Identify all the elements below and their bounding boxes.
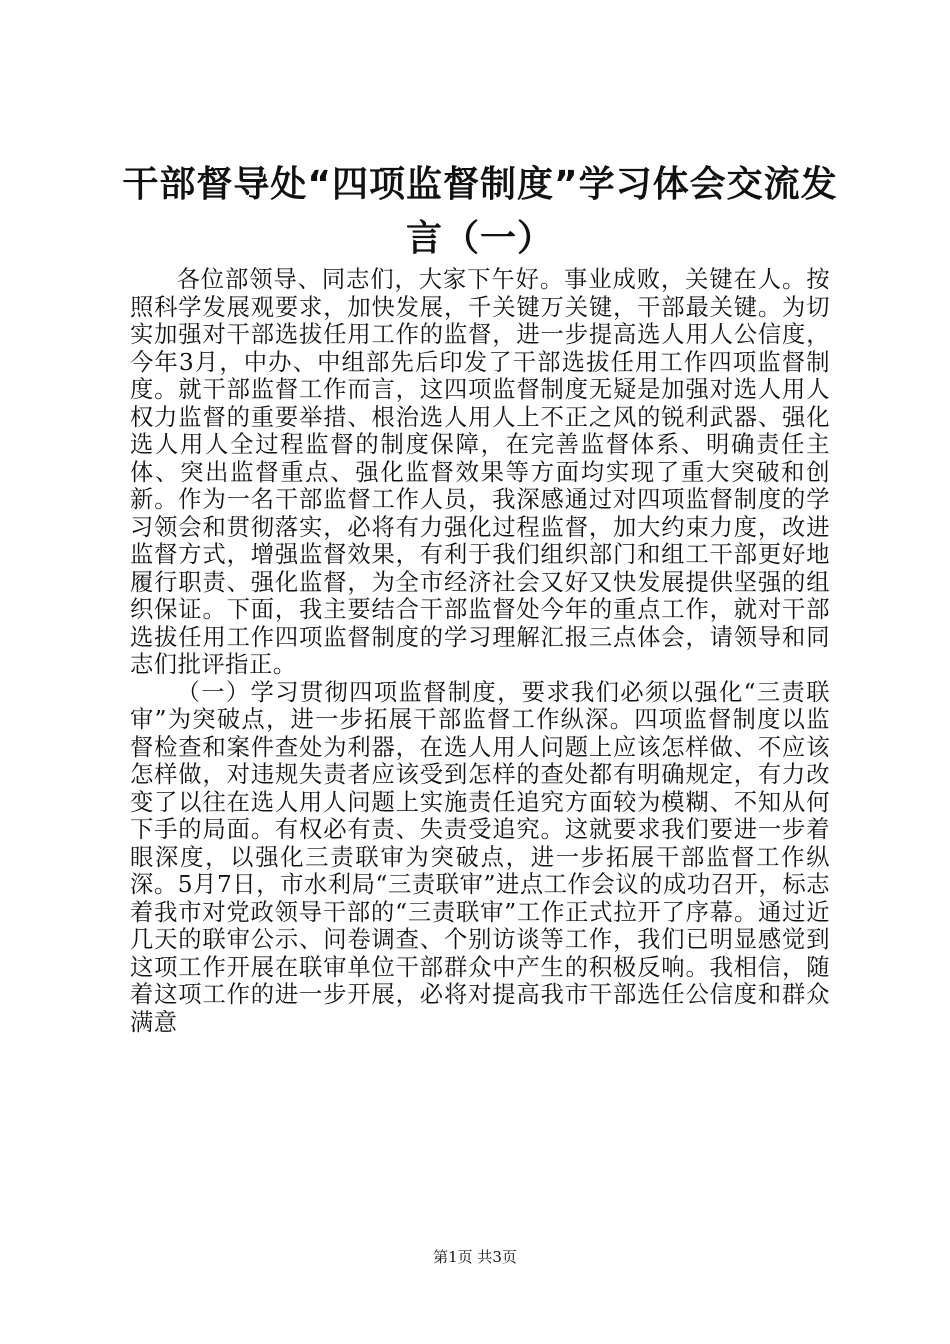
paragraph-point-one: （一）学习贯彻四项监督制度，要求我们必须以强化“三责联审”为突破点，进一步拓展干部监督工作纵深。四项监督制度以监督检查和案件查处为利器，在选人用人问题上应该怎样做、不应该怎样做，对违规失责者应该受到怎样的查处都有明确规定，有力改变了以往在选人用人问题上实施责任追究方面较为模糊、不知从何下手的局面。有权必有责、失责受追究。这就要求我们要进一步着眼深度，以强化三责联审为突破点，进一步拓展干部监督工作纵深。5月7日，市水利局“三责联审”进点工作会议的成功召开，标志着我市对党政领导干部的“三责联审”工作正式拉开了序幕。通过近几天的联审公示、问卷调查、个别访谈等工作，我们已明显感觉到这项工作开展在联审单位干部群众中产生的积极反响。我相信，随着这项工作的进一步开展，必将对提高我市干部选任公信度和群众满意 [130,678,830,1036]
document-body [130,266,830,1036]
page-footer: 第1页 共3页 [433,1248,517,1266]
document-title: 干部督导处“四项监督制度”学习体会交流发言（一） [122,164,838,259]
paragraph-intro: 各位部领导、同志们，大家下午好。事业成败，关键在人。按照科学发展观要求，加快发展，千关键万关键，干部最关键。为切实加强对干部选拔任用工作的监督，进一步提高选人用人公信度，今年3月，中办、中组部先后印发了干部选拔任用工作四项监督制度。就干部监督工作而言，这四项监督制度无疑是加强对选人用人权力监督的重要举措、根治选人用人上不正之风的锐利武器、强化选人用人全过程监督的制度保障，在完善监督体系、明确责任主体、突出监督重点、强化监督效果等方面均实现了重大突破和创新。作为一名干部监督工作人员，我深感通过对四项监督制度的学习领会和贯彻落实，必将有力强化过程监督，加大约束力度，改进监督方式，增强监督效果，有利于我们组织部门和组工干部更好地履行职责、强化监督，为全市经济社会又好又快发展提供坚强的组织保证。下面，我主要结合干部监督处今年的重点工作，就对干部选拔任用工作四项监督制度的学习理解汇报三点体会，请领导和同志们批评指正。 [130,266,830,678]
